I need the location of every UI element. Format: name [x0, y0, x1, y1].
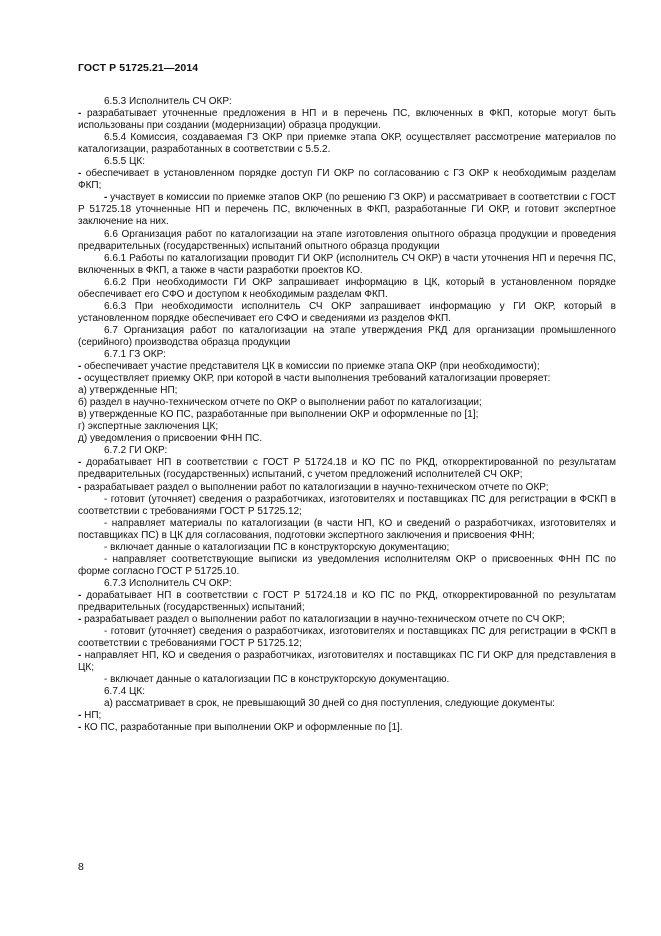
- paragraph-text: НП;: [81, 710, 102, 722]
- document-body: [78, 96, 616, 734]
- paragraph-text: 6.7 Организация работ по каталогизации на этапе утверждения РКД для организации промышленного (серийного) производства образца продукции: [78, 324, 616, 348]
- paragraph: [78, 156, 616, 168]
- paragraph-text: 6.6.3 При необходимости исполнитель СЧ ОКР запрашивает информацию у ГИ ОКР, который в установленном порядке обеспечивает его СФО и сведениями из разделов ФКП.: [78, 300, 616, 324]
- paragraph: [78, 349, 616, 361]
- paragraph: [78, 132, 616, 156]
- paragraph-text: обеспечивает участие представителя ЦК в комиссии по приемке этапа ОКР (при необходимости);: [81, 361, 540, 373]
- paragraph: [78, 494, 616, 518]
- paragraph: [78, 674, 616, 686]
- paragraph: [78, 518, 616, 542]
- paragraph: [78, 686, 616, 698]
- bullet-dash: -: [78, 650, 82, 662]
- paragraph-text: разрабатывает раздел о выполнении работ по каталогизации в научно-техническом отчете по ОКР;: [81, 481, 549, 493]
- paragraph-text: а) рассматривает в срок, не превышающий 30 дней со дня поступления, следующие документы:: [104, 698, 556, 710]
- paragraph: [78, 409, 616, 421]
- paragraph-text: осуществляет приемку ОКР, при которой в части выполнения требований каталогизации проверяет:: [81, 373, 551, 385]
- bullet-dash: -: [78, 108, 82, 120]
- paragraph: [78, 578, 616, 590]
- bullet-dash: -: [78, 589, 82, 601]
- paragraph-text: направляет НП, КО и сведения о разработчиках, изготовителях и поставщиках ПС ГИ ОКР для представления в ЦК;: [78, 650, 616, 674]
- paragraph-text: разрабатывает уточненные предложения в НП и в перечень ПС, включенных в ФКП, которые могут быть использованы при создании (модернизации) образца продукции.: [78, 108, 616, 132]
- paragraph: [78, 482, 616, 494]
- paragraph: [78, 385, 616, 397]
- bullet-dash: -: [78, 481, 82, 493]
- paragraph: [78, 325, 616, 349]
- paragraph-text: 6.5.3 Исполнитель СЧ ОКР:: [104, 96, 232, 107]
- paragraph-text: - включает данные о каталогизации ПС в конструкторскую документацию.: [104, 674, 450, 686]
- paragraph-text: в) утвержденные КО ПС, разработанные при выполнении ОКР и оформленные по [1];: [78, 409, 479, 421]
- paragraph-text: а) утвержденные НП;: [78, 385, 178, 397]
- paragraph-text: - готовит (уточняет) сведения о разработчиках, изготовителях и поставщиках ПС для регистрации в ФСКП в соответствии с требованиями ГОСТ Р 51725.12;: [78, 626, 616, 650]
- paragraph: [78, 96, 616, 108]
- paragraph-text: КО ПС, разработанные при выполнении ОКР и оформленные по [1].: [81, 722, 403, 734]
- paragraph: [78, 108, 616, 132]
- paragraph: [78, 722, 616, 734]
- paragraph: [78, 590, 616, 614]
- bullet-dash: -: [78, 614, 82, 626]
- paragraph-text: 6.6.1 Работы по каталогизации проводит ГИ ОКР (исполнитель СЧ ОКР) в части уточнения НП и перечня ПС, включенных в ФКП, а также в части разработки проектов КО.: [78, 252, 616, 276]
- paragraph: [78, 457, 616, 481]
- bullet-dash: -: [104, 192, 108, 204]
- paragraph-text: 6.6.2 При необходимости ГИ ОКР запрашивает информацию в ЦК, который в установленном порядке обеспечивает его СФО и доступом к необходимым разделам ФКП.: [78, 276, 616, 300]
- paragraph-text: - направляет материалы по каталогизации (в части НП, КО и сведений о разработчиках, изготовителях и поставщиках ПС) в ЦК для согласования, подготовки экспертного заключения и присвоения ФНН;: [78, 517, 616, 541]
- paragraph: [78, 397, 616, 409]
- bullet-dash: -: [78, 710, 82, 722]
- paragraph: [78, 710, 616, 722]
- paragraph-text: г) экспертные заключения ЦК;: [78, 421, 219, 433]
- paragraph: [78, 433, 616, 445]
- paragraph-text: обеспечивает в установленном порядке доступ ГИ ОКР по согласованию с ГЗ ОКР к необходимым разделам ФКП;: [78, 168, 616, 192]
- paragraph-text: б) раздел в научно-техническом отчете по ОКР о выполнении работ по каталогизации;: [78, 397, 482, 409]
- paragraph: [78, 421, 616, 433]
- bullet-dash: -: [78, 457, 82, 469]
- paragraph: [78, 229, 616, 253]
- document-header: ГОСТ Р 51725.21—2014: [78, 62, 199, 74]
- paragraph-text: дорабатывает НП в соответствии с ГОСТ Р 51724.18 и КО ПС по РКД, откорректированной по результатам предварительных (государственных) испытаний, с учетом предложений исполнителей СЧ ОКР;: [78, 457, 616, 481]
- paragraph: [78, 192, 616, 228]
- paragraph: [78, 277, 616, 301]
- paragraph: [78, 361, 616, 373]
- paragraph-text: дорабатывает НП в соответствии с ГОСТ Р 51724.18 и КО ПС по РКД, откорректированной по результатам предварительных (государственных) испытаний;: [78, 589, 616, 613]
- paragraph-text: 6.7.3 Исполнитель СЧ ОКР:: [104, 577, 232, 589]
- paragraph-text: - направляет соответствующие выписки из уведомления исполнителям ОКР о присвоенных ФНН ПС по форме согласно ГОСТ Р 51725.10.: [78, 553, 616, 577]
- paragraph-text: 6.7.4 ЦК:: [104, 686, 146, 698]
- paragraph: [78, 168, 616, 192]
- paragraph-text: участвует в комиссии по приемке этапов ОКР (по решению ГЗ ОКР) и рассматривает в соответствии с ГОСТ Р 51725.18 уточненные НП и перечень ПС, включенных в ФКП, разработанные ГИ ОКР, и готовит экспертное заключение на них.: [78, 192, 616, 228]
- bullet-dash: -: [78, 361, 82, 373]
- paragraph-text: 6.6 Организация работ по каталогизации на этапе изготовления опытного образца продукции и проведения предварительных (государственных) испытаний опытного образца продукции: [78, 228, 616, 252]
- paragraph: [78, 698, 616, 710]
- bullet-dash: -: [78, 373, 82, 385]
- paragraph-text: 6.7.2 ГИ ОКР:: [104, 445, 168, 457]
- paragraph: [78, 253, 616, 277]
- paragraph: [78, 626, 616, 650]
- paragraph: [78, 373, 616, 385]
- bullet-dash: -: [78, 168, 82, 180]
- paragraph: [78, 614, 616, 626]
- paragraph-text: д) уведомления о присвоении ФНН ПС.: [78, 433, 263, 445]
- paragraph-text: разрабатывает раздел о выполнении работ по каталогизации в научно-техническом отчете по СЧ ОКР;: [81, 614, 565, 626]
- paragraph-text: 6.5.5 ЦК:: [104, 156, 146, 168]
- paragraph: [78, 650, 616, 674]
- paragraph-text: 6.5.4 Комиссия, создаваемая ГЗ ОКР при приемке этапа ОКР, осуществляет рассмотрение материалов по каталогизации, разработанных в соответствии с 5.5.2.: [78, 132, 616, 156]
- paragraph-text: - готовит (уточняет) сведения о разработчиках, изготовителях и поставщиках ПС для регистрации в ФСКП в соответствии с требованиями ГОСТ Р 51725.12;: [78, 493, 616, 517]
- paragraph: [78, 445, 616, 457]
- paragraph: [78, 542, 616, 554]
- paragraph: [78, 554, 616, 578]
- bullet-dash: -: [78, 722, 82, 734]
- paragraph-text: 6.7.1 ГЗ ОКР:: [104, 348, 166, 360]
- page-number: 8: [78, 861, 84, 873]
- paragraph: [78, 301, 616, 325]
- paragraph-text: - включает данные о каталогизации ПС в конструкторскую документацию;: [104, 541, 450, 553]
